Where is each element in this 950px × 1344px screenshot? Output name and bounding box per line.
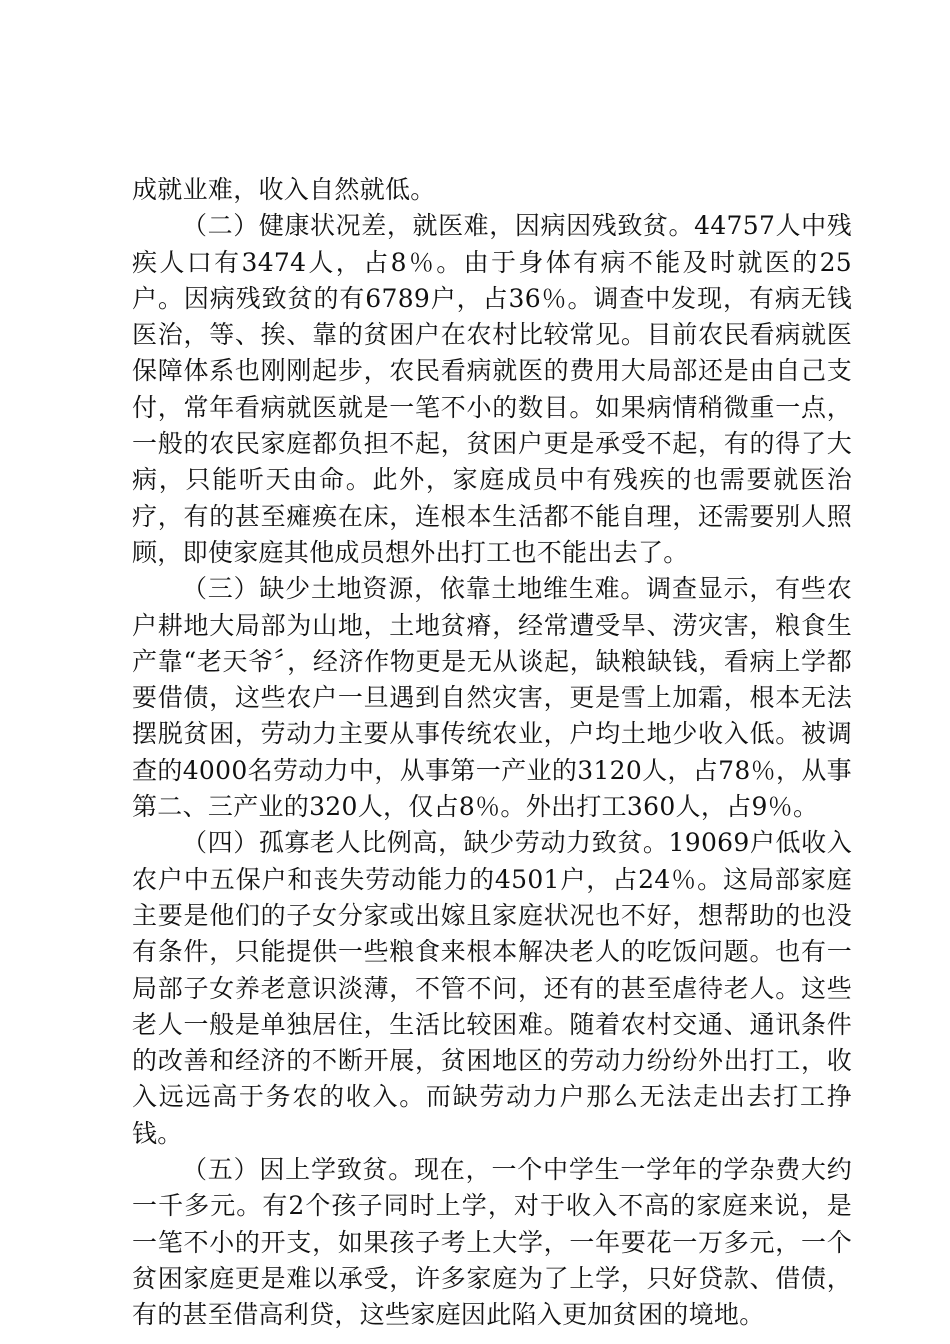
paragraph-education: （五）因上学致贫。现在，一个中学生一学年的学杂费大约一千多元。有2个孩子同时上学，对于收入不高的家庭来说，是一笔不小的开支，如果孩子考上大学，一年要花一万多元，一个贫困家庭更是难以承受，许多家庭为了上学，只好贷款、借债，有的甚至借高利贷，这些家庭因此陷入更加贫困的境地。 (132, 1155, 852, 1330)
paragraph-elderly: （四）孤寡老人比例高，缺少劳动力致贫。19069户低收入农户中五保户和丧失劳动能力的4501户，占24％。这局部家庭主要是他们的子女分家或出嫁且家庭状况也不好，想帮助的也没有条件，只能提供一些粮食来根本解决老人的吃饭问题。也有一局部子女养老意识淡薄，不管不问，还有的甚至虐待老人。这些老人一般是单独居住，生活比较困难。随着农村交通、通讯条件的改善和经济的不断开展，贫困地区的劳动力纷纷外出打工，收入远远高于务农的收入。而缺劳动力户那么无法走出去打工挣钱。 (132, 828, 852, 1148)
paragraph-health: （二）健康状况差，就医难，因病因残致贫。44757人中残疾人口有3474人，占8％。由于身体有病不能及时就医的25户。因病残致贫的有6789户，占36％。调查中发现，有病无钱医治，等、挨、靠的贫困户在农村比较常见。目前农民看病就医保障体系也刚刚起步，农民看病就医的费用大局部还是由自己支付，常年看病就医就是一笔不小的数目。如果病情稍微重一点，一般的农民家庭都负担不起，贫困户更是承受不起，有的得了大病，只能听天由命。此外，家庭成员中有残疾的也需要就医治疗，有的甚至瘫痪在床，连根本生活都不能自理，还需要别人照顾，即使家庭其他成员想外出打工也不能出去了。 (132, 211, 852, 567)
paragraph-land: （三）缺少土地资源，依靠土地维生难。调查显示，有些农户耕地大局部为山地，土地贫瘠，经常遭受旱、涝灾害，粮食生产靠“老天爷〞，经济作物更是无从谈起，缺粮缺钱，看病上学都要借债，这些农户一旦遇到自然灾害，更是雪上加霜，根本无法摆脱贫困，劳动力主要从事传统农业，户均土地少收入低。被调查的4000名劳动力中，从事第一产业的3120人，占78％，从事第二、三产业的320人，仅占8％。外出打工360人，占9％。 (132, 574, 852, 822)
document-page (132, 172, 852, 1334)
paragraph-continuation: 成就业难，收入自然就低。 (132, 175, 436, 204)
